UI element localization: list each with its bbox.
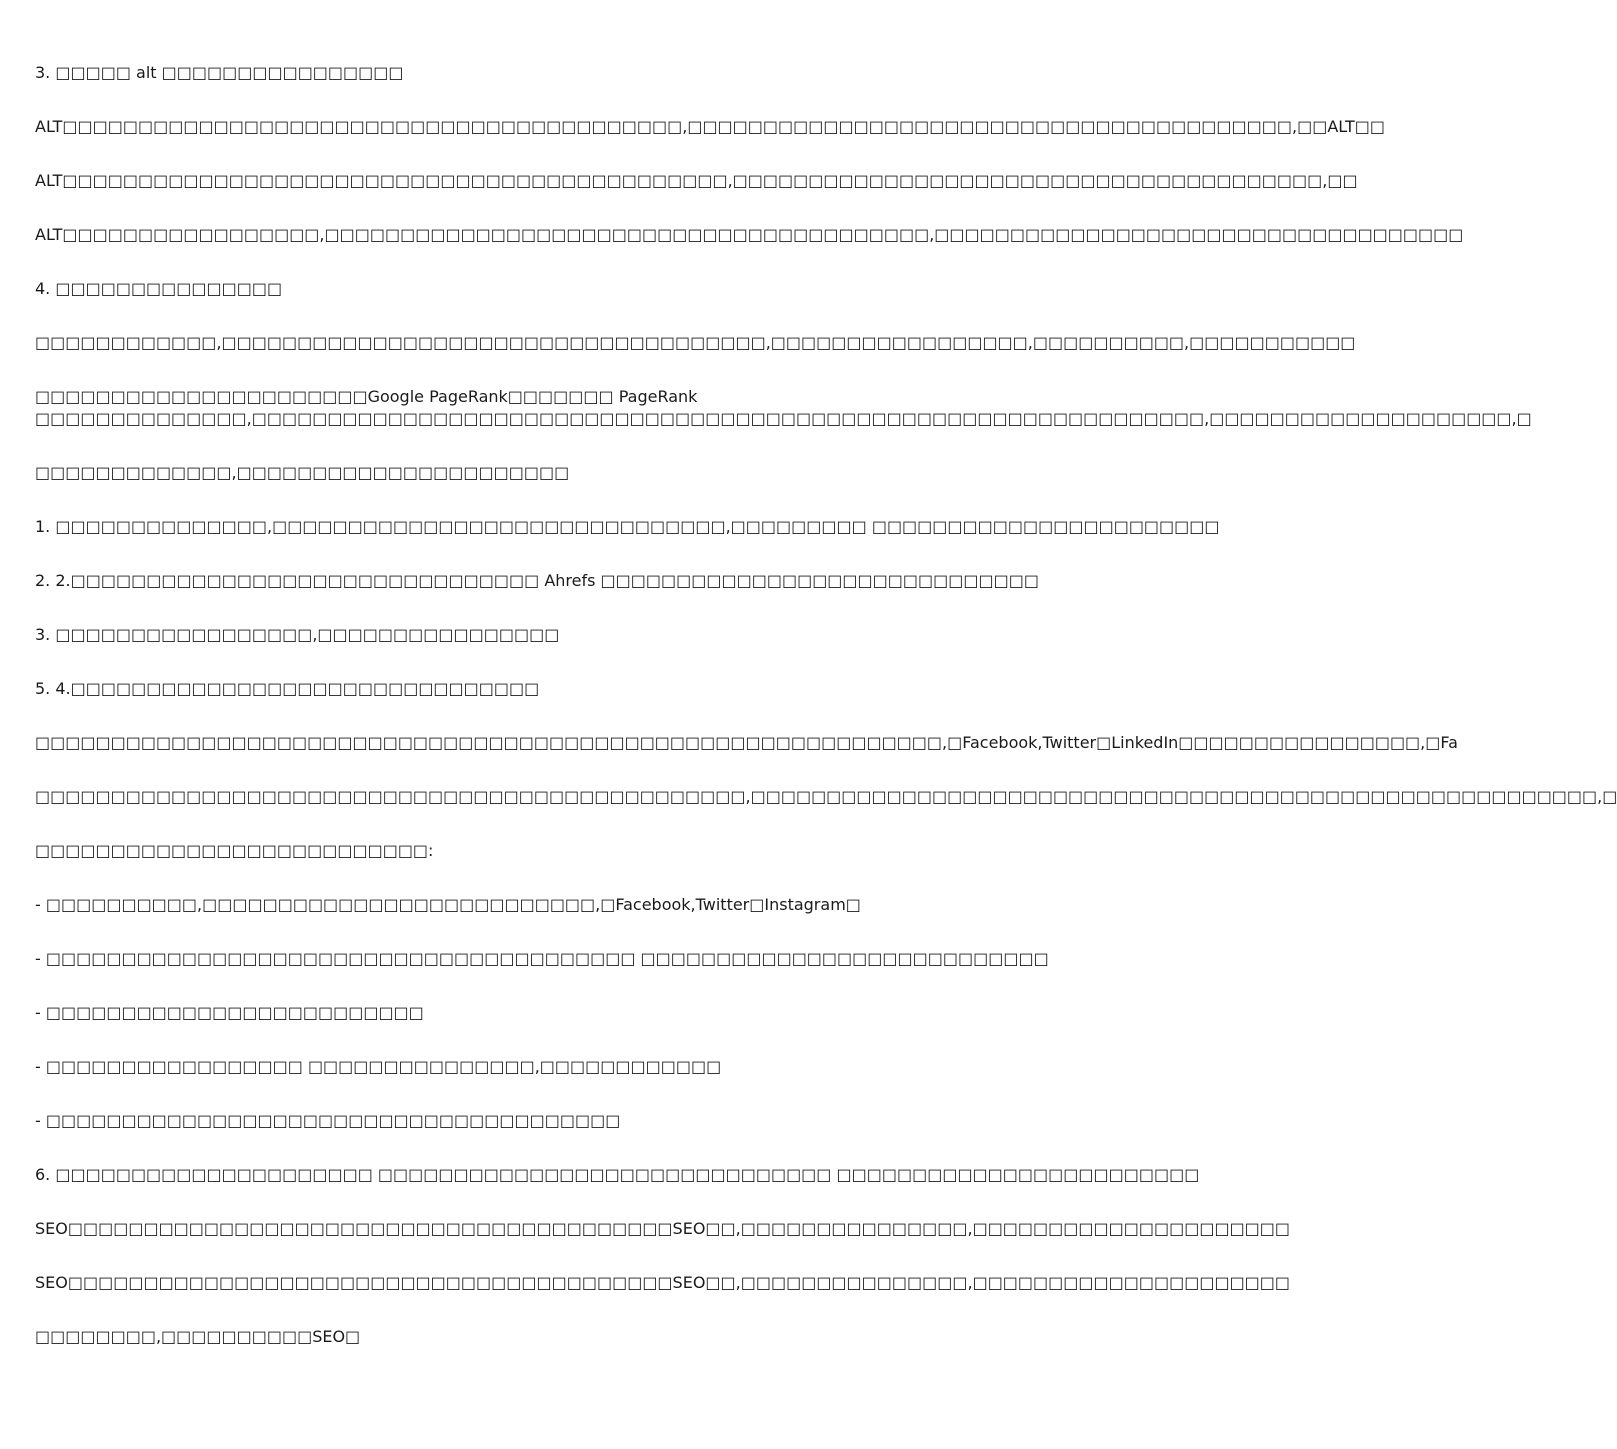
heading-alt-text: 3. □□□□□ alt □□□□□□□□□□□□□□□□ [35, 63, 404, 82]
bullet-item-4: - □□□□□□□□□□□□□□□□□ □□□□□□□□□□□□□□□,□□□□□□□□□□□□ [35, 1057, 722, 1076]
paragraph-alt-1: ALT□□□□□□□□□□□□□□□□□□□□□□□□□□□□□□□□□□□□□□□□□,□□□□□□□□□□□□□□□□□□□□□□□□□□□□□□□□□□□□□□□□,□□ALT□□ [35, 117, 1385, 136]
list-item-1: 1. □□□□□□□□□□□□□□,□□□□□□□□□□□□□□□□□□□□□□□□□□□□□□,□□□□□□□□□ □□□□□□□□□□□□□□□□□□□□□□□ [35, 517, 1220, 536]
paragraph-alt-2: ALT□□□□□□□□□□□□□□□□□□□□□□□□□□□□□□□□□□□□□□□□□□□□,□□□□□□□□□□□□□□□□□□□□□□□□□□□□□□□□□□□□□□□,□□ [35, 171, 1358, 190]
paragraph-links-intro: □□□□□□□□□□□□,□□□□□□□□□□□□□□□□□□□□□□□□□□□□□□□□□□□□,□□□□□□□□□□□□□□□□□,□□□□□□□□□□,□□□□□□□□□□□ [35, 333, 1356, 352]
paragraph-social-2: □□□□□□□□□□□□□□□□□□□□□□□□□□□□□□□□□□□□□□□□□□□□□□□,□□□□□□□□□□□□□□□□□□□□□□□□□□□□□□□□□□□□□□□□□□□□□□□□□□□□□□□□,□ [35, 787, 1617, 806]
heading-section-5: 5. 4.□□□□□□□□□□□□□□□□□□□□□□□□□□□□□□□ [35, 679, 540, 698]
paragraph-links-methods: □□□□□□□□□□□□□,□□□□□□□□□□□□□□□□□□□□□□ [35, 463, 570, 482]
bullet-item-3: - □□□□□□□□□□□□□□□□□□□□□□□□□ [35, 1003, 424, 1022]
paragraph-social-intro: □□□□□□□□□□□□□□□□□□□□□□□□□□: [35, 841, 434, 860]
heading-section-6: 6. □□□□□□□□□□□□□□□□□□□□□ □□□□□□□□□□□□□□□□□□□□□□□□□□□□□□ □□□□□□□□□□□□□□□□□□□□□□□□ [35, 1165, 1200, 1184]
list-item-3: 3. □□□□□□□□□□□□□□□□□,□□□□□□□□□□□□□□□□ [35, 625, 560, 644]
paragraph-pagerank-line-2: □□□□□□□□□□□□□□,□□□□□□□□□□□□□□□□□□□□□□□□□□□□□□□□□□□□□□□□□□□□□□□□□□□□□□□□□□□□□□□,□□□□□□□□□□□□□□□□□□□□,□ [35, 409, 1532, 428]
bullet-item-5: - □□□□□□□□□□□□□□□□□□□□□□□□□□□□□□□□□□□□□□ [35, 1111, 621, 1130]
paragraph-social-1: □□□□□□□□□□□□□□□□□□□□□□□□□□□□□□□□□□□□□□□□□□□□□□□□□□□□□□□□□□□□,□Facebook,Twitter□LinkedIn□□□□□□□□□□□□□□□□,□Fa [35, 733, 1458, 752]
paragraph-seo-2: SEO□□□□□□□□□□□□□□□□□□□□□□□□□□□□□□□□□□□□□□□□SEO□□,□□□□□□□□□□□□□□□,□□□□□□□□□□□□□□□□□□□□□ [35, 1273, 1291, 1292]
bullet-item-1: - □□□□□□□□□□,□□□□□□□□□□□□□□□□□□□□□□□□□□,□Facebook,Twitter□Instagram□ [35, 895, 861, 914]
paragraph-seo-closing: □□□□□□□□,□□□□□□□□□□SEO□ [35, 1327, 361, 1346]
list-item-2: 2. 2.□□□□□□□□□□□□□□□□□□□□□□□□□□□□□□□ Ahrefs □□□□□□□□□□□□□□□□□□□□□□□□□□□□□ [35, 571, 1039, 590]
paragraph-seo-1: SEO□□□□□□□□□□□□□□□□□□□□□□□□□□□□□□□□□□□□□□□□SEO□□,□□□□□□□□□□□□□□□,□□□□□□□□□□□□□□□□□□□□□ [35, 1219, 1291, 1238]
paragraph-alt-3: ALT□□□□□□□□□□□□□□□□□,□□□□□□□□□□□□□□□□□□□□□□□□□□□□□□□□□□□□□□□□,□□□□□□□□□□□□□□□□□□□□□□□□□□□□□□□□□□□ [35, 225, 1464, 244]
heading-section-4: 4. □□□□□□□□□□□□□□□ [35, 279, 283, 298]
paragraph-pagerank [35, 386, 1532, 430]
document-page [35, 62, 1617, 1449]
paragraph-pagerank-line-1: □□□□□□□□□□□□□□□□□□□□□□Google PageRank□□□□□□□ PageRank [35, 387, 698, 406]
bullet-item-2: - □□□□□□□□□□□□□□□□□□□□□□□□□□□□□□□□□□□□□□□ □□□□□□□□□□□□□□□□□□□□□□□□□□□ [35, 949, 1049, 968]
